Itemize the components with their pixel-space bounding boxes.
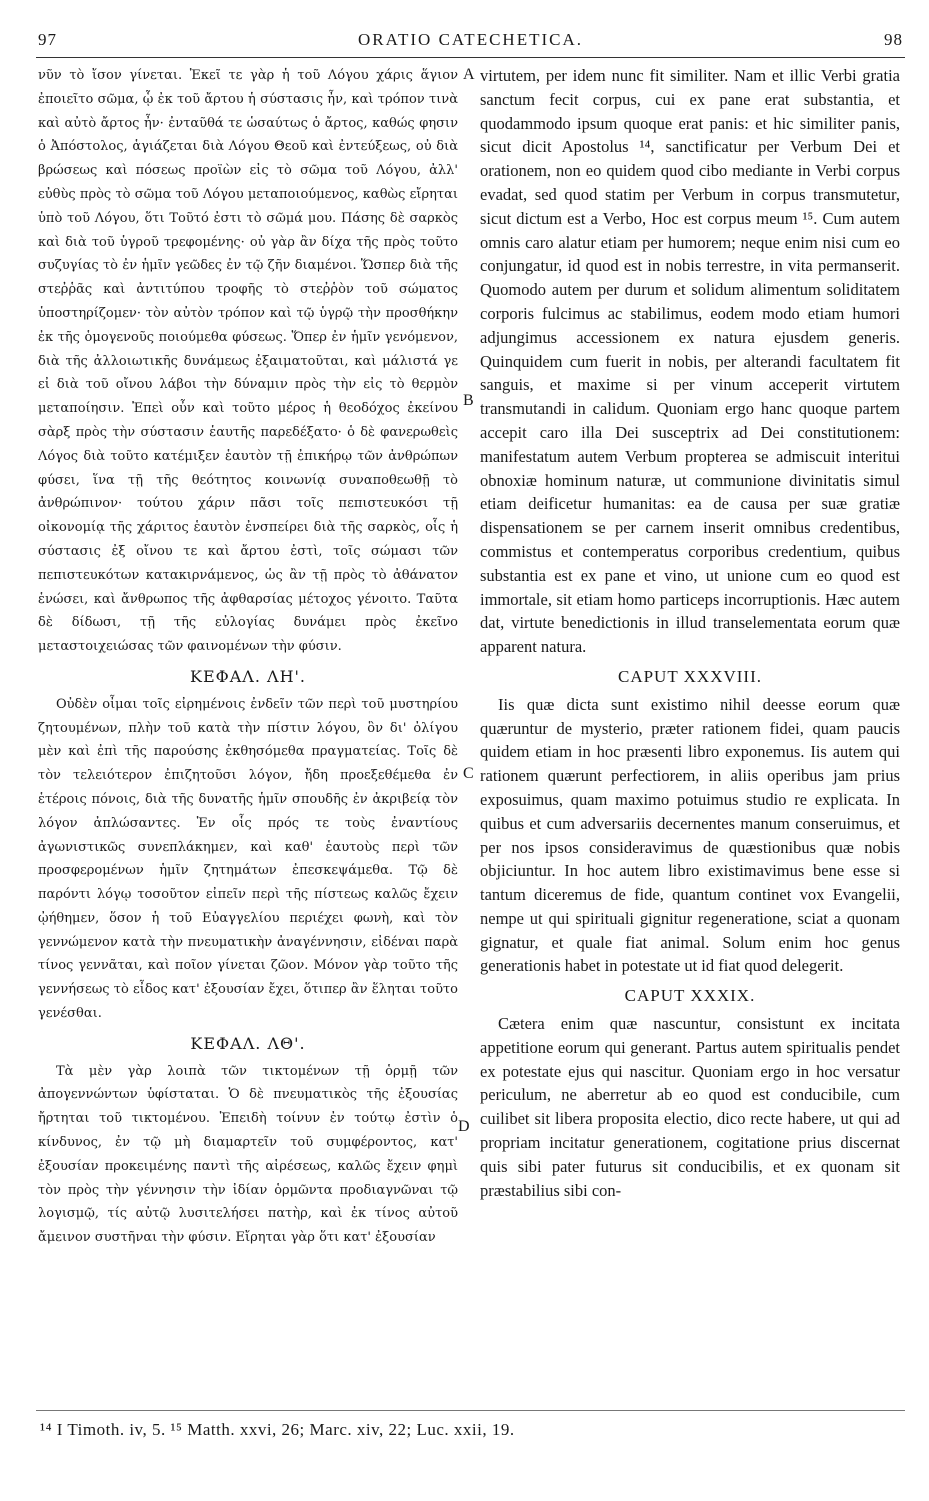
latin-paragraph-2: Iis quæ dicta sunt existimo nihil deesse eorum quæ quæruntur de mysterio, præter rationem fidei, quam paucis quidem etiam in hoc præsenti libro exponemus. Iis autem qui rationem quærunt perfectiorem, in aliis operibus jam prius exposuimus, quam maximo potuimus studio re explicata. In quibus et cum adversariis decernentes manum conseruimus, et per nos ipsos consideravimus de quæstionibus quæ nobis objiciuntur. In hoc autem libro existimavimus bene esse si tantum diceremus de fide, quantum continet vox Evangelii, nempe ut qui spirituali gignitur regeneratione, sciat a quonam gignatur, et quale fiat animal. Solum enim hoc genus generationis habet in potestate ut id fiat quod delegerit. (480, 694, 900, 976)
margin-letter-a: A (463, 66, 475, 83)
greek-chapter-heading-38: ΚΕΦΑΛ. ΛΗ'. (189, 666, 307, 686)
greek-column (38, 64, 458, 1406)
latin-chapter-heading-39: CAPUT XXXIX. (624, 986, 756, 1006)
margin-letter-d: D (458, 1118, 470, 1135)
greek-paragraph-3: Τὰ μὲν γὰρ λοιπὰ τῶν τικτομένων τῇ ὁρμῇ τῶν ἀπογεννώντων ὑφίσταται. Ὁ δὲ πνευματικὸς τῆς ἐξουσίας ἤρτηται τοῦ τικτομένου. Ἐπειδὴ τοίνυν ἐν τούτῳ ἐστὶν ὁ κίνδυνος, ἐν τῷ μὴ διαμαρτεῖν τοῦ συμφέροντος, κατ' ἐξουσίαν προκειμένης παντὶ τῆς αἱρέσεως, καλῶς ἔχειν φημὶ τὸν πρὸς τὴν γέννησιν τὴν ἰδίαν ὁρμῶντα προδιαγνῶναι τῷ λογισμῷ, τίς αὐτῷ λυσιτελήσει πατὴρ, καὶ ἐκ τίνος αὐτοῦ ἄμεινον συστῆναι τὴν φύσιν. Εἴρηται γὰρ ὅτι κατ' ἐξουσίαν (38, 1063, 458, 1246)
latin-column (480, 64, 900, 1406)
footnote-rule (36, 1410, 905, 1411)
latin-chapter-heading-38: CAPUT XXXVIII. (617, 666, 762, 686)
header-rule (36, 57, 905, 58)
greek-chapter-heading-39: ΚΕΦΑΛ. ΛΘ'. (190, 1033, 306, 1053)
latin-paragraph-3: Cætera enim quæ nascuntur, consistunt ex incitata appetitione eorum qui generant. Partus autem spiritualis pendet ex potestate ejus qui nascitur. Quoniam ergo in hoc versatur periculum, ne aberretur ab eo quod est conducibile, cum cuilibet sit libera proposita electio, dico recte habere, ut qui ad propriam incitatur generationem, cogitatione prius discernat quis sibi pater futurus sit conducibilis, et ex quonam sit præstabilius sibi con- (480, 1014, 900, 1200)
margin-letter-c: C (463, 765, 474, 782)
left-page-number: 97 (38, 30, 57, 49)
greek-paragraph-1: νῦν τὸ ἴσον γίνεται. Ἐκεῖ τε γὰρ ἡ τοῦ Λόγου χάρις ἅγιον ἐποιεῖτο σῶμα, ᾧ ἐκ τοῦ ἄρτου ἡ σύστασις ἦν, καὶ τρόπον τινὰ καὶ αὐτὸ ἄρτος ἦν· ἐνταῦθά τε ὡσαύτως ὁ ἄρτος, καθώς φησιν ὁ Ἀπόστολος, ἁγιάζεται διὰ Λόγου Θεοῦ καὶ ἐντεύξεως, οὐ διὰ βρώσεως καὶ πόσεως προϊὼν εἰς τὸ σῶμα τοῦ Λόγου, ἀλλ' εὐθὺς πρὸς τὸ σῶμα τοῦ Λόγου μεταποιούμενος, καθὼς εἴρηται ὑπὸ τοῦ Λόγου, ὅτι Τοῦτό ἐστι τὸ σῶμά μου. Πάσης δὲ σαρκὸς καὶ διὰ τοῦ ὑγροῦ τρεφομένης· οὐ γὰρ ἂν δίχα τῆς πρὸς τοῦτο συζυγίας τὸ ἐν ἡμῖν γεῶδες ἐν τῷ ζῆν διαμένοι. Ὥσπερ διὰ τῆς στεῤῥᾶς καὶ ἀντιτύπου τροφῆς τὸ στεῤῥὸν τοῦ σώματος ὑποστηρίζομεν· τὸν αὐτὸν τρόπον καὶ τῷ ὑγρῷ τὴν προσθήκην ἐκ τῆς ὁμογενοῦς ποιούμεθα φύσεως. Ὅπερ ἐν ἡμῖν γενόμενον, διὰ τῆς ἀλλοιωτικῆς δυνάμεως ἐξαιματοῦται, καὶ μάλιστά γε εἰ διὰ τοῦ οἴνου λάβοι τὴν δύναμιν πρὸς τὴν εἰς τὸ θερμὸν μεταποίησιν. Ἐπεὶ οὖν καὶ τοῦτο μέρος ἡ θεοδόχος ἐκείνου σὰρξ πρὸς τὴν σύστασιν ἑαυτῆς παρεδέξατο· ὁ δὲ φανερωθεὶς Λόγος διὰ τοῦτο κατέμιξεν ἑαυτὸν τῇ ἐπικήρῳ τῶν ἀνθρώπων φύσει, ἵνα τῇ τῆς θεότητος κοινωνίᾳ συναποθεωθῇ τὸ ἀνθρώπινον· τούτου χάριν πᾶσι τοῖς πεπιστευκόσι τῇ οἰκονομίᾳ τῆς χάριτος ἑαυτὸν ἐνσπείρει διὰ τῆς σαρκὸς, οἷς ἡ σύστασις ἐξ οἴνου τε καὶ ἄρτου ἐστὶ, τοῖς σώμασι τῶν πεπιστευκότων κατακιρνάμενος, ὡς ἂν τῇ πρὸς τὸ ἀθάνατον ἑνώσει, καὶ ἄνθρωπος τῆς ἀφθαρσίας μέτοχος γένοιτο. Ταῦτα δὲ δίδωσι, τῇ τῆς εὐλογίας δυνάμει πρὸς ἐκεῖνο μεταστοιχειώσας τῶν φαινομένων τὴν φύσιν. (38, 68, 458, 655)
margin-letter-b: B (463, 392, 474, 409)
greek-paragraph-2: Οὐδὲν οἶμαι τοῖς εἰρημένοις ἐνδεῖν τῶν περὶ τοῦ μυστηρίου ζητουμένων, πλὴν τοῦ κατὰ τὴν πίστιν λόγου, ὃν δι' ὀλίγου μὲν καὶ ἐπὶ τῆς παρούσης ἐκθησόμεθα πραγματείας. Τοῖς δὲ τὸν τελειότερον ἐπιζητοῦσι λόγον, ἤδη προεξεθέμεθα ἐν ἑτέροις πόνοις, διὰ τῆς δυνατῆς ἡμῖν σπουδῆς ἐν ἀκριβείᾳ τὸν λόγον ἀπλώσαντες. Ἐν οἷς πρός τε τοὺς ἐναντίους ἀγωνιστικῶς συνεπλάκημεν, καὶ καθ' ἑαυτοὺς περὶ τῶν προσφερομένων ἡμῖν ζητημάτων ἐπεσκεψάμεθα. Τῷ δὲ παρόντι λόγῳ τοσοῦτον εἰπεῖν περὶ τῆς πίστεως καλῶς ἔχειν ᾠήθημεν, ὅσον ἡ τοῦ Εὐαγγελίου περιέχει φωνὴ, καὶ τὸν γεννώμενον κατὰ τὴν πνευματικὴν ἀναγέννησιν, εἰδέναι παρὰ τίνος γεννᾶται, καὶ ποῖον γίνεται ζῶον. Μόνον γὰρ τοῦτο τῆς γεννήσεως τὸ εἶδος κατ' ἐξουσίαν ἔχει, ὅτιπερ ἂν ἕληται τοῦτο γενέσθαι. (38, 696, 458, 1022)
running-title: ORATIO CATECHETICA. (358, 30, 583, 49)
latin-paragraph-1: virtutem, per idem nunc fit similiter. Nam et illic Verbi gratia sanctum fecit corpus, cui ex pane erat substantia, et quodammodo ipsum quoque erat panis: et hic similiter panis, sicut dicit Apostolus ¹⁴, sanctificatur per Verbum Dei et orationem, non eo quidem quod cibo mediante in Verbi corpus evadat, sed quod statim per Verbum in corpus transmutetur, sicut dictum est a Verbo, Hoc est corpus meum ¹⁵. Cum autem omnis caro alatur etiam per humorem; neque enim nisi cum eo conjungatur, id quod est in nobis terrestre, in vita permanserit. Quomodo autem per durum et solidum alimentum soliditatem corporis fulcimus ac stabilimus, eodem modo etiam humori adjungimus accessionem ex natura ejusdem generis. Quinquidem cum fuerit in nobis, per alterandi facultatem fit sanguis, et maxime si per vinum acceperit virtutem transmutandi in calidum. Quoniam ergo hanc quoque partem accepit caro illa Dei susceptrix ad Dei constitutionem: manifestatum autem Verbum propterea se admiscuit interitui obnoxiæ hominum naturæ, ut communione divinitatis simul etiam deificetur humanitas: ea de causa per suæ gratiæ dispensationem se per carnem inserit omnibus credentibus, commistus et contemperatus corporibus credentium, quibus substantia est ex pane et vino, ut unione cum eo quod est immortale, sit etiam homo particeps incorruptionis. Hæc autem dat, virtute benedictionis in illud transelementata eorum quæ apparent natura. (480, 66, 900, 657)
footnotes: ¹⁴ I Timoth. iv, 5. ¹⁵ Matth. xxvi, 26; Marc. xiv, 22; Luc. xxii, 19. (40, 1420, 515, 1439)
running-head (38, 30, 903, 54)
right-page-number: 98 (884, 30, 903, 49)
